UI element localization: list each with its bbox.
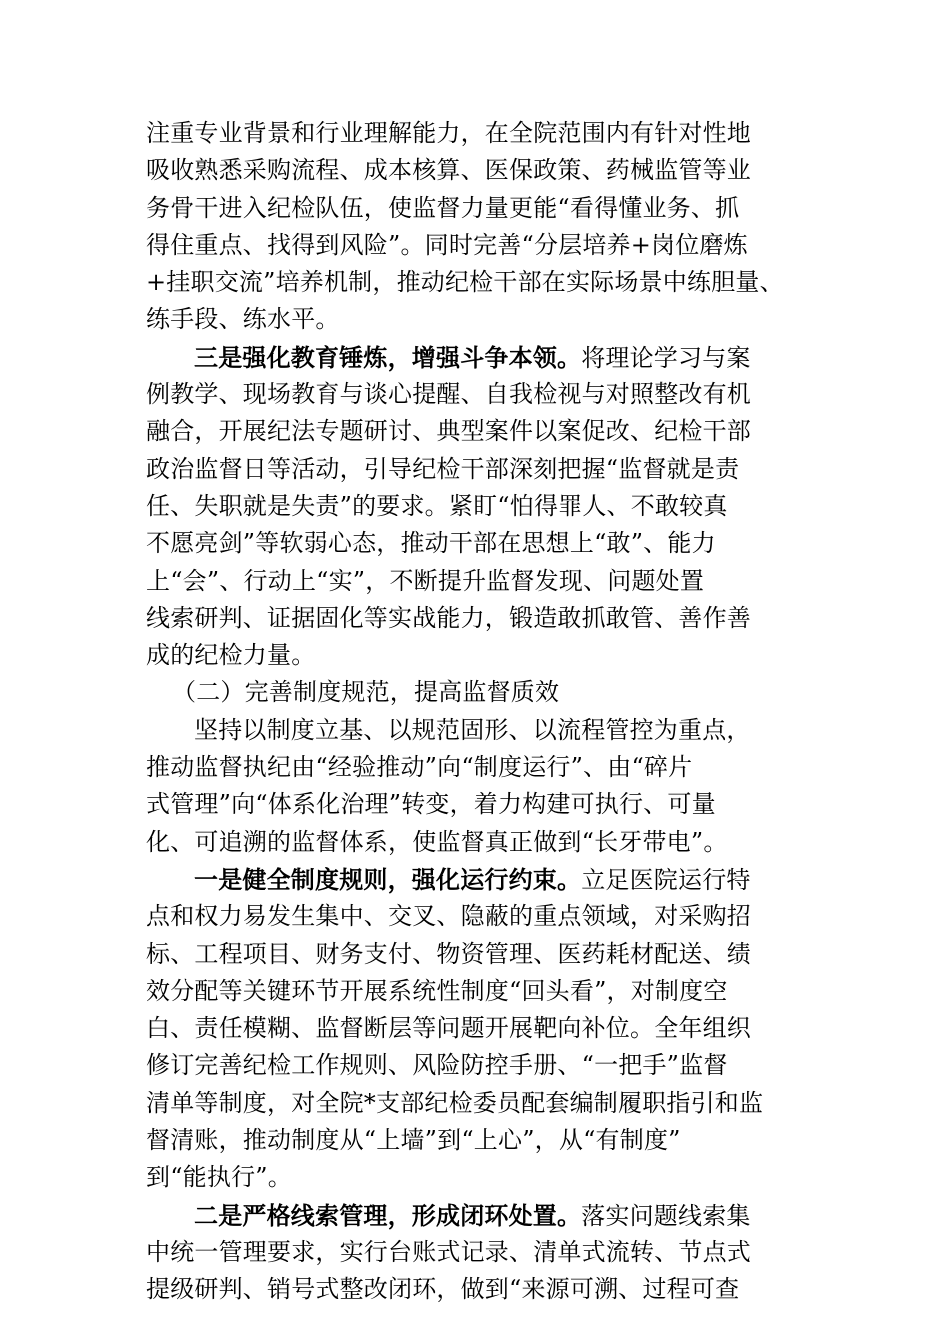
text-line: +挂职交流”培养机制，推动纪检干部在实际场景中练胆量、 [146,268,784,297]
text-line: 效分配等关键环节开展系统性制度“回头看”，对制度空 [146,976,728,1005]
paragraph-clues [146,1197,816,1309]
document-body [146,115,816,1309]
text-line: 任、失职就是失责”的要求。紧盯“怕得罪人、不敢较真 [146,491,728,520]
text-line: 标、工程项目、财务支付、物资管理、医药耗材配送、绩 [146,939,751,968]
text-line: 线索研判、证据固化等实战能力，锻造敢抓敢管、善作善 [146,603,751,632]
text-line: 修订完善纪检工作规则、风险防控手册、“一把手”监督 [146,1051,728,1080]
text-line: 推动监督执纪由“经验推动”向“制度运行”、由“碎片 [146,753,693,782]
text-line: 务骨干进入纪检队伍，使监督力量更能“看得懂业务、抓 [146,193,740,222]
text-line: 化、可追溯的监督体系，使监督真正做到“长牙带电”。 [146,827,728,856]
paragraph-first-line [146,339,816,376]
text-line: 政治监督日等活动，引导纪检干部深刻把握“监督就是责 [146,454,740,483]
paragraph-lead-rest: 落实问题线索集 [581,1201,751,1230]
text-line: 上“会”、行动上“实”，不断提升监督发现、问题处置 [146,566,705,595]
text-line: 练手段、练水平。 [146,305,340,334]
text-line: 清单等制度，对全院*支部纪检委员配套编制履职指引和监 [146,1088,764,1117]
paragraph-first-line [146,861,816,898]
text-line: 吸收熟悉采购流程、成本核算、医保政策、药械监管等业 [146,156,751,185]
text-line: 注重专业背景和行业理解能力，在全院范围内有针对性地 [146,119,751,147]
text-line: 式管理”向“体系化治理”转变，着力构建可执行、可量 [146,790,716,819]
text-line: 督清账，推动制度从“上墙”到“上心”，从“有制度” [146,1126,681,1155]
paragraph-first-line: 坚持以制度立基、以规范固形、以流程管控为重点， [194,715,751,744]
text-line: 得住重点、找得到风险”。同时完善“分层培养+岗位磨炼 [146,230,748,259]
text-line: 白、责任模糊、监督断层等问题开展靶向补位。全年组织 [146,1014,751,1043]
paragraph-continuation [146,115,816,339]
section-subheading: （二）完善制度规范，提高监督质效 [172,678,560,707]
text-line: 提级研判、销号式整改闭环，做到“来源可溯、过程可查 [146,1275,740,1304]
text-line: 不愿亮剑”等软弱心态，推动干部在思想上“敢”、能力 [146,529,716,558]
paragraph-lead: 二是严格线索管理，形成闭环处置。 [194,1200,582,1230]
text-line: 到“能执行”。 [146,1163,292,1192]
text-line: 例教学、现场教育与谈心提醒、自我检视与对照整改有机 [146,380,751,409]
paragraph-education [146,339,816,675]
paragraph-rules [146,861,816,1197]
paragraph-lead-rest: 立足医院运行特 [581,865,751,894]
paragraph-lead: 一是健全制度规则，强化运行约束。 [194,864,582,894]
paragraph-lead: 三是强化教育锤炼，增强斗争本领。 [194,342,582,372]
paragraph-first-line [146,1197,816,1234]
text-line: 融合，开展纪法专题研讨、典型案件以案促改、纪检干部 [146,417,751,446]
paragraph-intro [146,712,816,861]
paragraph-lead-rest: 将理论学习与案 [581,343,751,372]
text-line: 点和权力易发生集中、交叉、隐蔽的重点领域，对采购招 [146,902,751,931]
text-line: 中统一管理要求，实行台账式记录、清单式流转、节点式 [146,1237,751,1266]
text-line: 成的纪检力量。 [146,641,316,670]
